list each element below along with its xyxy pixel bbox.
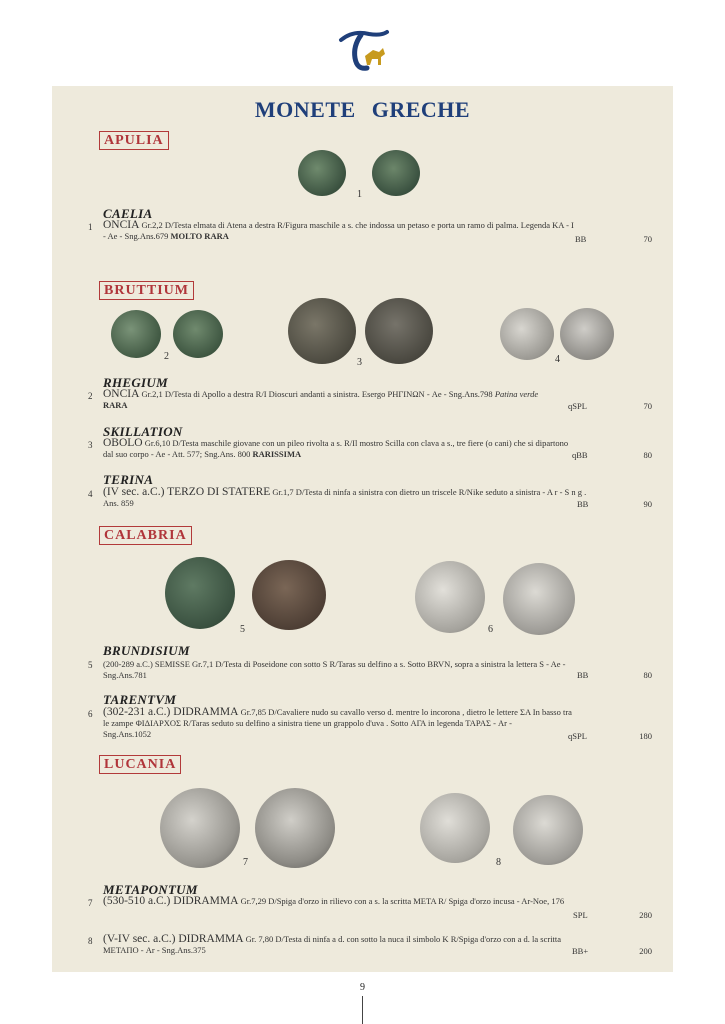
region-apulia: APULIA (99, 131, 169, 150)
price: 80 (643, 670, 652, 680)
city-brundisium: BRUNDISIUM (103, 643, 190, 658)
lot-number: 1 (88, 222, 93, 232)
coin-8-obverse (420, 793, 490, 863)
grade: qBB (572, 450, 588, 460)
region-lucania: LUCANIA (99, 755, 181, 774)
lot-number: 7 (88, 898, 93, 908)
grade: BB+ (572, 946, 589, 956)
page-number: 9 (360, 982, 365, 993)
page-title: MONETE GRECHE (254, 97, 471, 122)
lot-description: (V-IV sec. a.C.) DIDRAMMA Gr. 7,80 D/Testa di ninfa a d. con sotto la nuca il simbolo K R/Spiga d'orzo con a d. la scritta ΜΕΤΑΠΟ - Ar - Sng.Ans.375 (103, 933, 562, 955)
city-tarentvm: TARENTVM (103, 692, 177, 707)
coin-1-reverse (372, 150, 420, 196)
region-bruttium: BRUTTIUM (99, 281, 194, 300)
lot-description: (200-289 a.C.) SEMISSE Gr.7,1 D/Testa di Poseidone con sotto S R/Taras su delfino a s. Sotto BRVN, sopra a sinistra la lettera S - Ae - Sng.Ans.781 (103, 659, 566, 680)
plate-number: 7 (243, 857, 248, 868)
city-metapontum: METAPONTUM (103, 882, 198, 897)
coin-5-obverse (165, 557, 235, 629)
coin-7-obverse (160, 788, 240, 868)
grade: qSPL (568, 731, 587, 741)
lot-description: (IV sec. a.C.) TERZO DI STATERE Gr.1,7 D/Testa di ninfa a sinistra con dietro un triscele R/Nike seduto a sinistra - A r - S n g . Ans. 859 (103, 486, 587, 508)
footer-rule (362, 996, 363, 1024)
city-skillation: SKILLATION (103, 424, 183, 439)
price: 70 (643, 401, 652, 411)
price: 280 (639, 910, 652, 920)
lot-number: 5 (88, 660, 93, 670)
grade: SPL (573, 910, 588, 920)
lot-description: OBOLO Gr.6,10 D/Testa maschile giovane con un pileo rivolta a s. R/Il mostro Scilla con clava a s., tre fiere (o cani) che si dipartono dal suo corpo - Ae - Att. 577; Sng.Ans. 800 RARISSIMA (103, 437, 569, 459)
grade: qSPL (568, 401, 587, 411)
coin-3-reverse (365, 298, 433, 364)
coin-3-obverse (288, 298, 356, 364)
price: 90 (643, 499, 652, 509)
lot-number: 6 (88, 709, 93, 719)
lot-description: (530-510 a.C.) DIDRAMMA Gr.7,29 D/Spiga d'orzo in rilievo con a s. la scritta META R/ Spiga d'orzo incusa - Ar-Noe, 176 (103, 895, 565, 907)
region-calabria: CALABRIA (99, 526, 192, 545)
coin-6-obverse (415, 561, 485, 633)
lot-number: 4 (88, 489, 93, 499)
price: 180 (639, 731, 652, 741)
grade: BB (575, 234, 587, 244)
coin-4-obverse (500, 308, 554, 360)
plate-number: 6 (488, 624, 493, 635)
price: 200 (639, 946, 652, 956)
plate-number: 8 (496, 857, 501, 868)
lot-number: 2 (88, 391, 93, 401)
grade: BB (577, 499, 589, 509)
publisher-logo (335, 26, 391, 76)
lot-description: ONCIA Gr.2,2 D/Testa elmata di Atena a destra R/Figura maschile a s. che indossa un petaso e porta un ramo di palma. Legenda KA - I - Ae - Sng.Ans.679 MOLTO RARA (103, 219, 574, 241)
coin-1-obverse (298, 150, 346, 196)
plate-number: 5 (240, 624, 245, 635)
lot-description: (302-231 a.C.) DIDRAMMA Gr.7,85 D/Cavaliere nudo su cavallo verso d. mentre lo incorona , dietro le lettere ΣΑ In basso tra le zampe ΦΙΔΙΑΡΧΟΣ R/Taras seduto su delfino a sinistra tiene un grappolo d'uva . Sotto ΑΓΑ in legenda ΤΑΡΑΣ - Ar - Sng.Ans.1052 (103, 706, 572, 739)
lot-number: 8 (88, 936, 93, 946)
coin-4-reverse (560, 308, 614, 360)
price: 70 (643, 234, 652, 244)
plate-number: 2 (164, 351, 169, 362)
plate-number: 1 (357, 189, 362, 200)
plate-number: 3 (357, 357, 362, 368)
city-caelia: CAELIA (103, 206, 153, 221)
price: 80 (643, 450, 652, 460)
coin-6-reverse (503, 563, 575, 635)
city-terina: TERINA (103, 472, 154, 487)
coin-5-reverse (252, 560, 326, 630)
coin-2-obverse (111, 310, 161, 358)
coin-2-reverse (173, 310, 223, 358)
coin-7-reverse (255, 788, 335, 868)
grade: BB (577, 670, 589, 680)
coin-8-reverse (513, 795, 583, 865)
lot-description: ONCIA Gr.2,1 D/Testa di Apollo a destra R/I Dioscuri andanti a sinistra. Esergo ΡΗΓΙΝΩΝ - Ae - Sng.Ans.798 Patina verde RARA (103, 388, 539, 410)
city-rhegium: RHEGIUM (103, 375, 168, 390)
plate-number: 4 (555, 354, 560, 365)
lot-number: 3 (88, 440, 93, 450)
